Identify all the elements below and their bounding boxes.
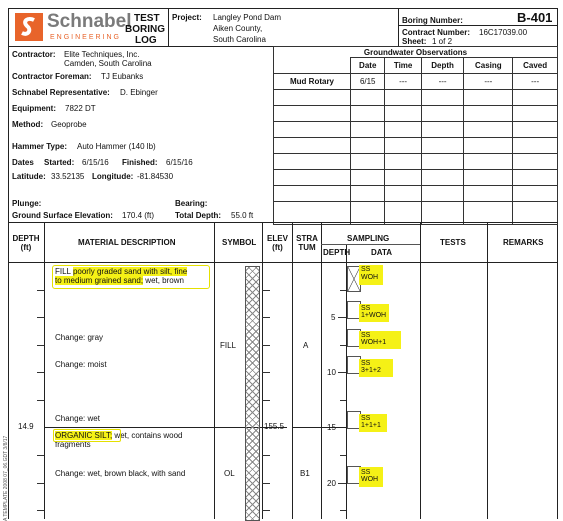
contractor-label: Contractor: (12, 50, 56, 59)
bearing-label: Bearing: (175, 199, 208, 208)
project-line-1: Langley Pond Dam (213, 13, 282, 22)
groundwater-title: Groundwater Observations (274, 47, 558, 58)
table-row (274, 186, 558, 202)
gw-header-blank (274, 58, 351, 74)
boring-number-label: Boring Number: (402, 16, 463, 25)
col-elev: ELEV (ft) (267, 234, 288, 252)
highlight: ORGANIC SILT; (55, 431, 113, 440)
sample-data: 3+1+2 (361, 367, 381, 374)
gw-header-casing: Casing (464, 58, 513, 74)
hammer-label: Hammer Type: (12, 142, 67, 151)
foreman-label: Contractor Foreman: (12, 72, 92, 81)
started-label: Started: (44, 158, 75, 167)
stratum-b1: B1 (300, 469, 310, 478)
fill-description-line-1: FILL poorly graded sand with silt, fine (55, 267, 188, 276)
table-row (274, 122, 558, 138)
finished-value: 6/15/16 (166, 158, 193, 167)
latitude-label: Latitude: (12, 172, 46, 181)
boundary-depth: 14.9 (18, 422, 34, 431)
latitude-value: 33.52135 (51, 172, 85, 181)
plunge-label: Plunge: (12, 199, 42, 208)
sample-type: SS (361, 266, 371, 273)
started-value: 6/15/16 (82, 158, 109, 167)
symbol-ol: OL (224, 469, 235, 478)
gw-header-depth: Depth (421, 58, 464, 74)
finished-label: Finished: (122, 158, 158, 167)
depth-tick-label: 15 (327, 423, 336, 432)
equipment-label: Equipment: (12, 104, 56, 113)
project-line-3: South Carolina (213, 35, 266, 44)
table-row (274, 90, 558, 106)
gw-header-date: Date (351, 58, 385, 74)
sample-data: 1+WOH (361, 312, 387, 319)
contract-label: Contract Number: (402, 28, 471, 37)
sample-type: SS (361, 469, 371, 476)
soil-hatch-symbol (245, 266, 260, 521)
hammer-value: Auto Hammer (140 lb) (77, 142, 156, 151)
depth-tick-label: 20 (327, 479, 336, 488)
gw-header-caved: Caved (513, 58, 558, 74)
schnabel-logo-icon (14, 12, 44, 42)
sample-data: 1+1+1 (361, 422, 381, 429)
gw-cell: --- (513, 74, 558, 90)
table-row (274, 138, 558, 154)
sample-data: WOH (361, 274, 379, 281)
sample-data: WOH (361, 476, 379, 483)
change-wet: Change: wet (55, 414, 100, 423)
sample-type: SS (361, 305, 371, 312)
foreman-value: TJ Eubanks (101, 72, 144, 81)
table-row (274, 154, 558, 170)
change-moist: Change: moist (55, 360, 107, 369)
depth-tick-label: 5 (331, 313, 336, 322)
table-row (274, 74, 558, 90)
col-symbol: SYMBOL (222, 238, 257, 247)
col-remarks: REMARKS (503, 238, 544, 247)
sample-type: SS (361, 360, 371, 367)
boundary-elev: 155.5 (264, 422, 285, 431)
sheet-label: Sheet: (402, 37, 427, 46)
groundwater-header-row (274, 58, 558, 74)
method-label: Method: (12, 120, 44, 129)
depth-tick-label: 10 (327, 368, 336, 377)
highlight-box (53, 429, 121, 442)
equipment-value: 7822 DT (65, 104, 96, 113)
rep-label: Schnabel Representative: (12, 88, 110, 97)
table-row (274, 170, 558, 186)
contractor-line-2: Camden, South Carolina (64, 59, 152, 68)
project-label: Project: (172, 13, 202, 22)
col-sampling: SAMPLING (347, 234, 390, 243)
title-line-1: TEST (134, 13, 160, 24)
project-line-2: Aiken County, (213, 24, 263, 33)
longitude-label: Longitude: (92, 172, 134, 181)
gw-cell: 6/15 (351, 74, 385, 90)
table-row (274, 106, 558, 122)
elevation-value: 170.4 (ft) (122, 211, 155, 220)
title-line-2: BORING (125, 24, 165, 35)
contractor-line-1: Elite Techniques, Inc. (64, 50, 140, 59)
total-depth-label: Total Depth: (175, 211, 222, 220)
rep-value: D. Ebinger (120, 88, 158, 97)
col-samp-data: DATA (371, 248, 393, 257)
method-value: Geoprobe (51, 120, 87, 129)
template-footer-text: A TEMPLATE 2008 07_06.GDT 3/8/17 (3, 435, 9, 521)
gw-cell: --- (385, 74, 421, 90)
change-brown-black: Change: wet, brown black, with sand (55, 469, 186, 478)
gw-cell: Mud Rotary (274, 74, 351, 90)
sample-data: WOH+1 (361, 339, 387, 346)
boring-number: B-401 (517, 10, 553, 25)
col-samp-depth: DEPTH (323, 248, 351, 257)
symbol-fill: FILL (220, 341, 237, 350)
sample-type: SS (361, 415, 371, 422)
sample-type: SS (361, 332, 371, 339)
gw-cell: --- (421, 74, 464, 90)
logo-text: Schnabel (47, 11, 132, 32)
change-gray: Change: gray (55, 333, 104, 342)
organic-silt-line-1: ORGANIC SILT; wet, contains wood (55, 431, 183, 440)
logo-subtext: ENGINEERING (50, 34, 122, 41)
col-material: MATERIAL DESCRIPTION (78, 238, 176, 247)
longitude-value: -81.84530 (137, 172, 174, 181)
highlight: to medium grained sand; (55, 276, 144, 285)
fill-description-line-2: to medium grained sand; wet, brown (55, 276, 184, 285)
total-depth-value: 55.0 ft (231, 211, 254, 220)
gw-header-time: Time (385, 58, 421, 74)
highlight: poorly graded sand with silt, fine (72, 267, 188, 276)
elevation-label: Ground Surface Elevation: (12, 211, 113, 220)
stratum-a: A (303, 341, 309, 350)
organic-silt-line-2: fragments (55, 440, 91, 449)
dates-label: Dates (12, 158, 34, 167)
title-line-3: LOG (135, 35, 157, 46)
col-depth: DEPTH (ft) (12, 234, 40, 252)
col-tests: TESTS (440, 238, 466, 247)
groundwater-table (273, 46, 558, 225)
sheet-value: 1 of 2 (432, 37, 453, 46)
logo (14, 10, 132, 44)
contract-number: 16C17039.00 (479, 28, 528, 37)
gw-cell: --- (464, 74, 513, 90)
highlight-box (52, 265, 210, 289)
col-stratum: STRA TUM (296, 234, 318, 252)
